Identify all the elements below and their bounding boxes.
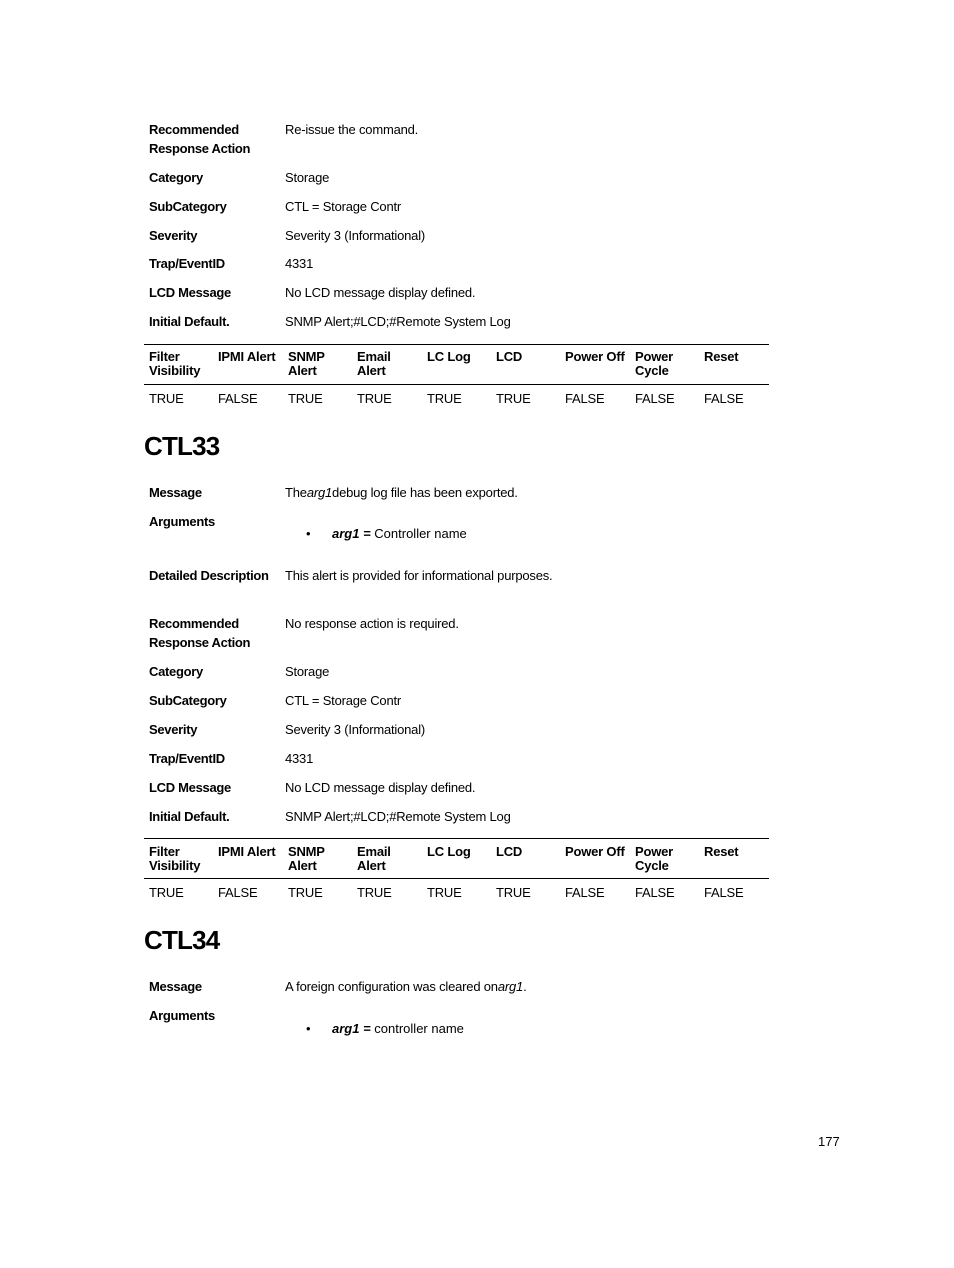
field-value bbox=[285, 483, 518, 502]
table-header-cell: IPMI Alert bbox=[218, 844, 276, 859]
bullet-icon: • bbox=[306, 1021, 311, 1036]
field-label: Arguments bbox=[149, 514, 215, 529]
table-header-cell: Email Alert bbox=[357, 349, 391, 378]
section-heading-ctl34: CTL34 bbox=[144, 925, 220, 955]
field-label: SubCategory bbox=[149, 199, 227, 214]
message-text: A foreign configuration was cleared on bbox=[285, 979, 498, 994]
table-header-cell: Filter Visibility bbox=[149, 349, 201, 378]
table-header-cell: Reset bbox=[704, 349, 739, 364]
table-header-cell: Power Cycle bbox=[635, 844, 674, 873]
bullet-icon: • bbox=[306, 526, 311, 541]
field-value: SNMP Alert;#LCD;#Remote System Log bbox=[285, 809, 511, 824]
table-cell: TRUE bbox=[427, 391, 462, 406]
table-header-cell: SNMP Alert bbox=[288, 349, 325, 378]
table-cell: FALSE bbox=[218, 391, 258, 406]
table-header-cell: Power Cycle bbox=[635, 349, 674, 378]
field-value: Severity 3 (Informational) bbox=[285, 722, 426, 737]
field-value: CTL = Storage Contr bbox=[285, 199, 402, 214]
field-value: Storage bbox=[285, 170, 330, 185]
field-value: No response action is required. bbox=[285, 616, 459, 631]
table-header-cell: Power Off bbox=[565, 844, 625, 859]
field-value: Severity 3 (Informational) bbox=[285, 228, 426, 243]
table-cell: TRUE bbox=[427, 885, 462, 900]
argument-name: arg1 = bbox=[332, 1021, 371, 1036]
table-cell: FALSE bbox=[565, 885, 605, 900]
message-text: debug log file has been exported. bbox=[332, 485, 518, 500]
page-number: 177 bbox=[818, 1134, 840, 1149]
field-label: SubCategory bbox=[149, 693, 227, 708]
field-label: Recommended Response Action bbox=[149, 122, 251, 156]
field-label: Category bbox=[149, 664, 203, 679]
table-cell: TRUE bbox=[357, 885, 392, 900]
argument-desc: Controller name bbox=[370, 526, 467, 541]
argument-list-item bbox=[306, 524, 467, 543]
table-header-cell: Reset bbox=[704, 844, 739, 859]
table-cell: TRUE bbox=[288, 885, 323, 900]
table-header-cell: Power Off bbox=[565, 349, 625, 364]
field-label: Severity bbox=[149, 228, 198, 243]
table-header-cell: Email Alert bbox=[357, 844, 391, 873]
table-cell: FALSE bbox=[635, 391, 675, 406]
table-cell: FALSE bbox=[565, 391, 605, 406]
argument-list-item bbox=[306, 1019, 464, 1038]
table-header-cell: LC Log bbox=[427, 349, 471, 364]
message-arg: arg1 bbox=[306, 485, 333, 500]
table-cell: TRUE bbox=[496, 391, 531, 406]
field-value: No LCD message display defined. bbox=[285, 780, 476, 795]
field-label: Message bbox=[149, 485, 202, 500]
message-text: . bbox=[523, 979, 527, 994]
field-value bbox=[285, 977, 526, 996]
field-label: Initial Default. bbox=[149, 314, 230, 329]
field-label: Message bbox=[149, 979, 202, 994]
field-value: Storage bbox=[285, 664, 330, 679]
table-top-rule bbox=[144, 344, 769, 345]
message-arg: arg1 bbox=[497, 979, 524, 994]
field-label: Trap/EventID bbox=[149, 256, 225, 271]
argument-desc: controller name bbox=[370, 1021, 464, 1036]
table-cell: FALSE bbox=[704, 391, 744, 406]
table-cell: FALSE bbox=[218, 885, 258, 900]
field-value: No LCD message display defined. bbox=[285, 285, 476, 300]
field-value: This alert is provided for informational purposes. bbox=[285, 568, 553, 583]
field-label: Initial Default. bbox=[149, 809, 230, 824]
field-label: Detailed Description bbox=[149, 568, 269, 583]
section-heading-ctl33: CTL33 bbox=[144, 431, 220, 461]
table-header-cell: Filter Visibility bbox=[149, 844, 201, 873]
table-cell: TRUE bbox=[149, 391, 184, 406]
table-header-rule bbox=[144, 878, 769, 879]
table-cell: TRUE bbox=[288, 391, 323, 406]
table-top-rule bbox=[144, 838, 769, 839]
table-header-cell: LCD bbox=[496, 844, 523, 859]
field-value: Re-issue the command. bbox=[285, 122, 419, 137]
table-header-rule bbox=[144, 384, 769, 385]
field-label: Arguments bbox=[149, 1008, 215, 1023]
field-value: CTL = Storage Contr bbox=[285, 693, 402, 708]
field-label: LCD Message bbox=[149, 285, 231, 300]
table-cell: FALSE bbox=[704, 885, 744, 900]
table-header-cell: LCD bbox=[496, 349, 523, 364]
field-label: LCD Message bbox=[149, 780, 231, 795]
field-label: Category bbox=[149, 170, 203, 185]
table-cell: FALSE bbox=[635, 885, 675, 900]
argument-name: arg1 = bbox=[332, 526, 371, 541]
field-value: 4331 bbox=[285, 256, 314, 271]
field-value: SNMP Alert;#LCD;#Remote System Log bbox=[285, 314, 511, 329]
table-cell: TRUE bbox=[496, 885, 531, 900]
message-text: The bbox=[285, 485, 307, 500]
field-label: Recommended Response Action bbox=[149, 616, 251, 650]
table-header-cell: IPMI Alert bbox=[218, 349, 276, 364]
field-value: 4331 bbox=[285, 751, 314, 766]
table-header-cell: SNMP Alert bbox=[288, 844, 325, 873]
table-header-cell: LC Log bbox=[427, 844, 471, 859]
table-cell: TRUE bbox=[149, 885, 184, 900]
field-label: Trap/EventID bbox=[149, 751, 225, 766]
table-cell: TRUE bbox=[357, 391, 392, 406]
field-label: Severity bbox=[149, 722, 198, 737]
